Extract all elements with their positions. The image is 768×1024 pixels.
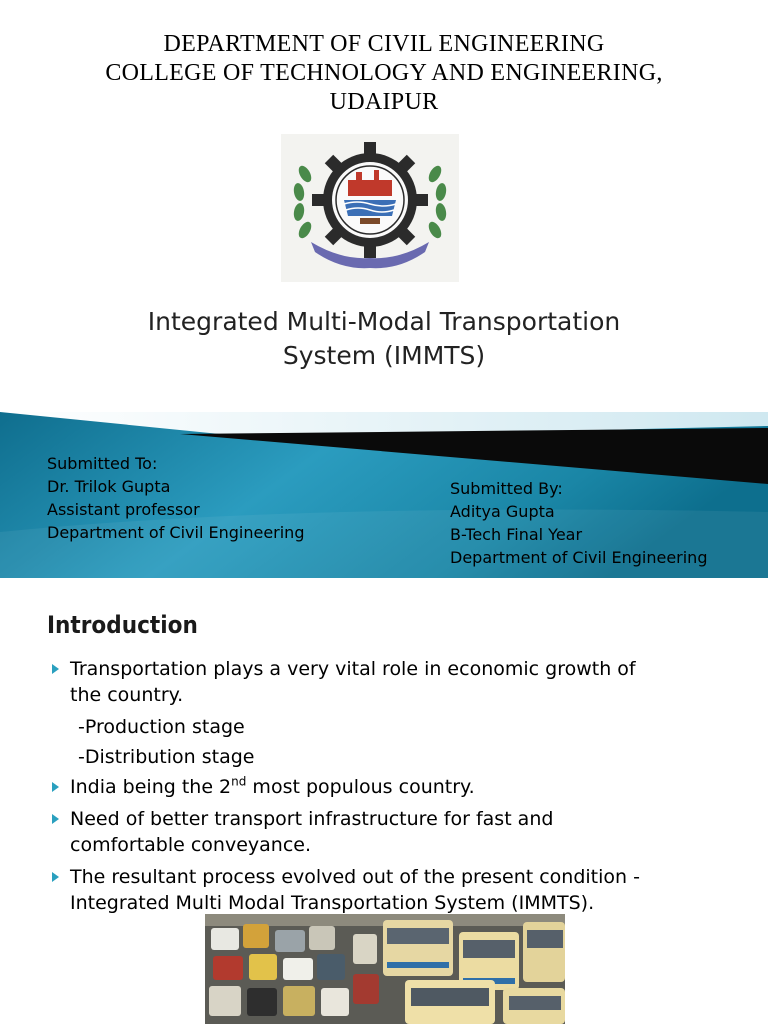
bullet-list — [52, 656, 752, 922]
student-name: Aditya Gupta — [450, 502, 555, 521]
department-header — [0, 30, 768, 117]
section-heading: Introduction — [47, 611, 198, 639]
subitem-text: -Distribution stage — [78, 746, 255, 768]
bullet-text: Transportation plays a very vital role in economic growth of — [70, 658, 636, 680]
presentation-title — [0, 305, 768, 373]
list-item — [52, 656, 752, 708]
city-line: UDAIPUR — [329, 89, 439, 115]
ordinal-suffix: nd — [231, 774, 247, 789]
student-department: Department of Civil Engineering — [450, 548, 708, 567]
supervisor-department: Department of Civil Engineering — [47, 523, 305, 542]
list-subitem — [52, 714, 752, 740]
bullet-arrow-icon — [52, 664, 59, 674]
bullet-arrow-icon — [52, 814, 59, 824]
introduction-slide — [0, 588, 768, 1024]
submitted-to-block — [47, 452, 304, 544]
supervisor-name: Dr. Trilok Gupta — [47, 477, 171, 496]
list-item — [52, 806, 752, 858]
bullet-arrow-icon — [52, 782, 59, 792]
university-seal-icon — [281, 134, 459, 282]
student-year: B-Tech Final Year — [450, 525, 583, 544]
list-subitem — [52, 744, 752, 770]
submitted-by-block — [450, 477, 707, 569]
college-line: COLLEGE OF TECHNOLOGY AND ENGINEERING, — [105, 60, 663, 86]
submitted-to-label: Submitted To: — [47, 454, 158, 473]
bullet-text: The resultant process evolved out of the present condition - — [70, 866, 640, 888]
bullet-text: Need of better transport infrastructure for fast and — [70, 808, 554, 830]
bullet-text: India being the 2 — [70, 776, 232, 798]
title-line: Integrated Multi-Modal Transportation — [147, 307, 621, 336]
supervisor-designation: Assistant professor — [47, 500, 200, 519]
bullet-text: the country. — [70, 684, 184, 706]
bullet-text: most populous country. — [246, 776, 475, 798]
department-line: DEPARTMENT OF CIVIL ENGINEERING — [163, 31, 605, 57]
title-line: System (IMMTS) — [282, 341, 486, 370]
bullet-text: Integrated Multi Modal Transportation System (IMMTS). — [70, 892, 595, 914]
traffic-photo-icon — [205, 914, 565, 1024]
subitem-text: -Production stage — [78, 716, 245, 738]
submitted-by-label: Submitted By: — [450, 479, 563, 498]
list-item — [52, 774, 752, 800]
bullet-arrow-icon — [52, 872, 59, 882]
list-item — [52, 864, 752, 916]
bullet-text: comfortable conveyance. — [70, 834, 312, 856]
